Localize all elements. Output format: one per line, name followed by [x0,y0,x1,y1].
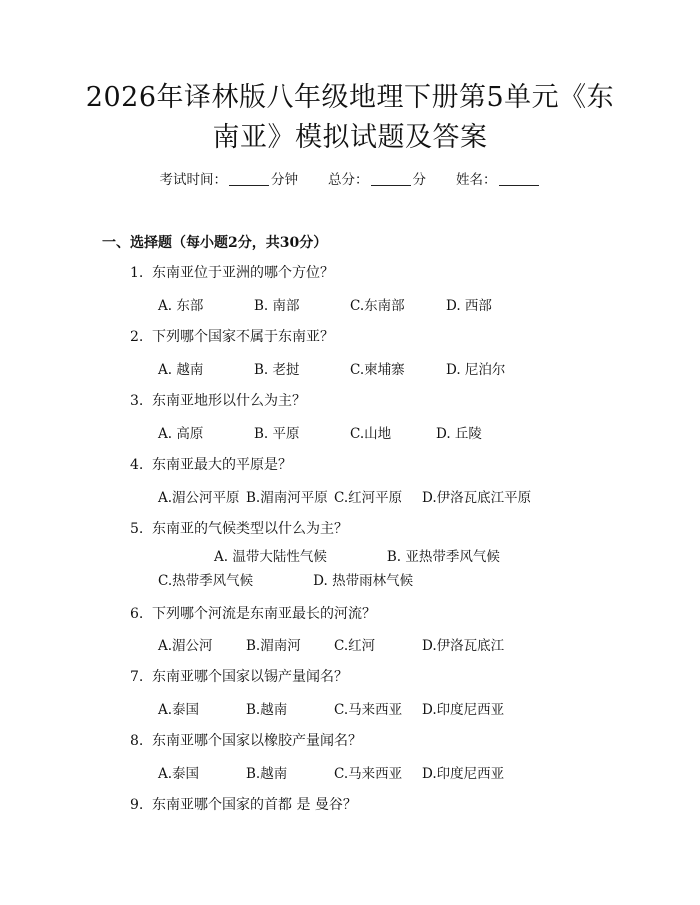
question-3-options [158,422,482,442]
question-7 [130,666,348,686]
question-text: 东南亚地形以什么为主？ [152,393,306,409]
question-text: 东南亚的气候类型以什么为主？ [152,521,348,537]
question-number: 2. [130,329,144,345]
question-4 [130,454,292,474]
option-d: D.印度尼西亚 [422,702,505,718]
title-line-2: 南亚》模拟试题及答案 [212,122,488,153]
question-text: 东南亚哪个国家的首都 是 曼谷？ [152,797,357,813]
option-d: D.伊洛瓦底江平原 [422,490,532,506]
option-b: B.湄南河平原 [246,490,328,506]
name-blank [499,172,539,186]
option-a: A.湄公河平原 [158,490,240,506]
option-a: A.泰国 [158,766,200,782]
question-7-options [158,698,504,718]
option-d: D.印度尼西亚 [422,766,505,782]
question-number: 6. [130,606,144,622]
question-1 [130,262,334,282]
question-4-options [158,486,531,506]
exam-info-line [0,168,700,188]
question-number: 9. [130,797,144,813]
exam-time-field [160,168,299,188]
question-number: 1. [130,265,144,281]
option-c: C.东南部 [350,298,405,314]
question-2-options [158,358,505,378]
question-text: 东南亚哪个国家以橡胶产量闻名？ [152,733,362,749]
question-text: 下列哪个河流是东南亚最长的河流？ [152,606,376,622]
question-5-options [102,545,588,593]
document-title [60,78,640,158]
option-a: A.泰国 [158,702,200,718]
option-d: D. 西部 [446,298,492,314]
question-number: 7. [130,669,144,685]
name-label: 姓名： [456,172,497,188]
question-number: 3. [130,393,144,409]
question-6 [130,603,376,623]
question-8-options [158,762,504,782]
question-text: 下列哪个国家不属于东南亚？ [152,329,334,345]
question-number: 5. [130,521,144,537]
question-6-options [158,634,504,654]
time-blank [229,172,269,186]
option-c: C.红河 [334,638,376,654]
option-d: D.伊洛瓦底江 [422,638,505,654]
option-a: A. 东部 [158,298,204,314]
question-9 [130,794,357,814]
student-name-field [456,168,541,188]
option-d: D. 丘陵 [436,426,482,442]
option-c: C.红河平原 [334,490,403,506]
score-blank [371,172,411,186]
option-a: A. 越南 [158,362,204,378]
title-line-1: 2026年译林版八年级地理下册第5单元《东 [85,82,615,113]
option-b: B.湄南河 [246,638,301,654]
option-b: B.越南 [246,766,288,782]
question-number: 4. [130,457,144,473]
option-d: D. 热带雨林气候 [313,573,414,589]
time-label: 考试时间： [159,172,227,188]
option-a: A. 温带大陆性气候 [214,549,327,565]
question-text: 东南亚最大的平原是？ [152,457,292,473]
time-unit: 分钟 [271,172,298,188]
section-heading: 一、选择题（每小题2分，共30分） [102,235,328,251]
option-b: B. 亚热带季风气候 [386,549,500,565]
option-d: D. 尼泊尔 [446,362,506,378]
question-2 [130,326,334,346]
option-a: A. 高原 [158,426,204,442]
score-label: 总分： [328,172,369,188]
option-c: C.马来西亚 [334,766,403,782]
question-1-options [158,294,492,314]
option-b: B. 平原 [254,426,300,442]
option-c: C.热带季风气候 [158,573,254,589]
question-5 [130,518,348,538]
option-b: B. 老挝 [254,362,300,378]
option-c: C.柬埔寨 [350,362,405,378]
option-c: C.马来西亚 [334,702,403,718]
option-b: B.越南 [246,702,288,718]
question-text: 东南亚位于亚洲的哪个方位？ [152,265,334,281]
question-8 [130,730,362,750]
option-b: B. 南部 [254,298,300,314]
option-c: C.山地 [350,426,392,442]
total-score-field [328,168,426,188]
question-text: 东南亚哪个国家以锡产量闻名？ [152,669,348,685]
question-number: 8. [130,733,144,749]
score-unit: 分 [412,172,426,188]
question-3 [130,390,306,410]
option-a: A.湄公河 [158,638,213,654]
